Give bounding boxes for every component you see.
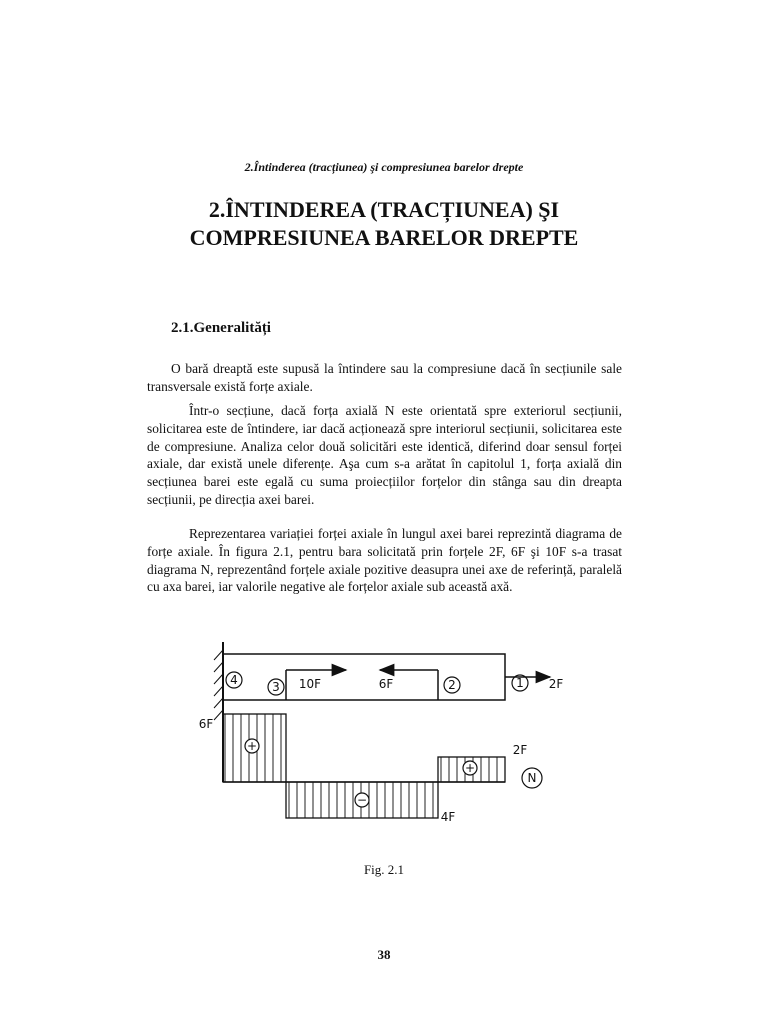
diagram-region-negative-4f xyxy=(286,782,438,818)
diagram-name-label: N xyxy=(527,771,537,785)
force-label-2f: 2F xyxy=(548,677,564,691)
sign-positive-1: + xyxy=(246,739,258,753)
axial-force-figure xyxy=(190,632,580,837)
value-label-4f: 4F xyxy=(440,810,456,824)
diagram-region-positive-2f xyxy=(438,757,505,782)
diagram-region-positive-6f xyxy=(223,714,286,782)
sign-positive-2: + xyxy=(464,761,476,775)
bar xyxy=(223,654,505,700)
section-label-3: 3 xyxy=(272,680,280,694)
chapter-title xyxy=(0,196,768,252)
section-label-2: 2 xyxy=(448,678,456,692)
section-title: 2.1.Generalități xyxy=(171,320,271,336)
axial-force-diagram-svg xyxy=(190,632,580,837)
paragraph-1: O bară dreaptă este supusă la întindere sau la compresiune dacă în secțiunile sale transversale există forțe axiale. xyxy=(147,361,622,394)
force-label-10f: 10F xyxy=(298,677,322,691)
force-label-6f: 6F xyxy=(378,677,394,691)
chapter-title-line-1: 2.ÎNTINDEREA (TRACȚIUNEA) ŞI xyxy=(208,197,560,222)
section-label-1: 1 xyxy=(516,676,524,690)
fixed-support xyxy=(214,642,223,782)
paragraph-2: Într-o secțiune, dacă forța axială N este orientată spre exteriorul secțiunii, solicitarea este de întindere, iar dacă acționează spre interiorul secțiunii, solicitarea este de compresiune. Analiza celor două solicitări este identică, diferind doar sensul forței axiale, dar există unele diferențe. Aşa cum s-a arătat în capitolul 1, forța axială din secțiunea barei este egală cu suma proiecțiilor forțelor din stânga sau din dreapta secțiunii, pe direcția axei barei. xyxy=(147,403,622,507)
running-header: 2.Întinderea (tracțiunea) şi compresiunea barelor drepte xyxy=(244,160,524,174)
paragraph-3: Reprezentarea variației forței axiale în lungul axei barei reprezintă diagrama de forțe axiale. În figura 2.1, pentru bara solicitată prin forțele 2F, 6F şi 10F s-a trasat diagrama N, reprezentând forțele axiale pozitive deasupra unei axe de referință, paralelă cu axa barei, iar valorile negative ale forțelor axiale sub această axă. xyxy=(147,526,622,595)
page-number: 38 xyxy=(377,947,391,962)
section-label-4: 4 xyxy=(230,673,238,687)
sign-negative: − xyxy=(356,793,368,807)
force-arrows xyxy=(286,670,550,677)
chapter-title-line-2: COMPRESIUNEA BARELOR DREPTE xyxy=(189,225,579,250)
section-markers xyxy=(226,672,528,695)
figure-caption: Fig. 2.1 xyxy=(363,862,405,877)
value-label-2f: 2F xyxy=(512,743,528,757)
value-label-6f: 6F xyxy=(198,717,214,731)
